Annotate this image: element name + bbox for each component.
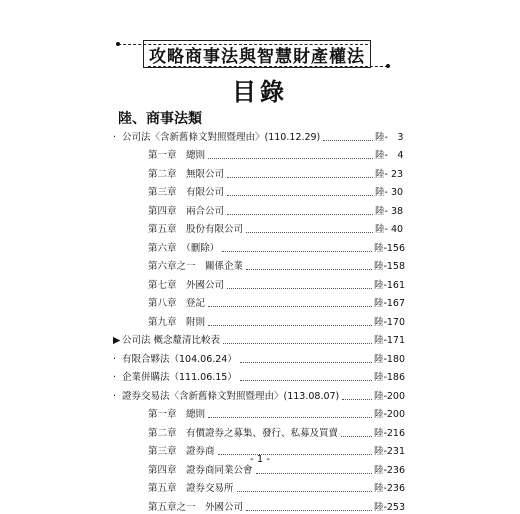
toc-entry bbox=[113, 421, 405, 440]
toc-dot-leader bbox=[240, 362, 372, 363]
toc-entry-page: 陸-216 bbox=[373, 427, 405, 439]
toc-entry-page: 陸-236 bbox=[373, 464, 405, 476]
toc-entry-label: 有限合夥法（104.06.24） bbox=[122, 353, 237, 365]
toc-entry-page: 陸-167 bbox=[373, 298, 405, 309]
toc-entry-page: 陸-171 bbox=[373, 335, 405, 346]
toc-dot-leader bbox=[208, 158, 373, 159]
toc-dot-leader bbox=[342, 399, 372, 400]
page-number: - 1 - bbox=[250, 454, 270, 465]
toc-entry-page: 陸-170 bbox=[373, 316, 405, 328]
toc-dot-leader bbox=[246, 269, 372, 270]
toc-entry-label: 證券交易法〈含新舊條文對照暨理由〉(113.08.07) bbox=[122, 390, 340, 402]
toc-entry bbox=[113, 162, 405, 181]
toc-entry bbox=[113, 125, 405, 144]
toc-dot-leader bbox=[227, 195, 373, 196]
toc-entry-label: 第四章 兩合公司 bbox=[148, 205, 225, 217]
toc-entry-page: 陸- 38 bbox=[375, 205, 404, 217]
toc-dot-leader bbox=[208, 306, 372, 307]
toc-entry-label: 第二章 無限公司 bbox=[148, 168, 225, 180]
toc-entry-label: 第七章 外國公司 bbox=[148, 279, 225, 291]
toc-dot-leader bbox=[246, 232, 373, 233]
part-title: 陸、商事法類 bbox=[118, 111, 202, 127]
toc-entry-label: 第八章 登記 bbox=[148, 298, 206, 309]
toc-dot-leader bbox=[341, 436, 372, 437]
toc-entry-page: 陸-200 bbox=[373, 409, 405, 420]
toc-dot-leader bbox=[223, 343, 372, 344]
toc-entry-page: 陸- 30 bbox=[375, 187, 404, 198]
toc-entry-label: 第五章 股份有限公司 bbox=[148, 224, 244, 235]
toc-entry-page: 陸- 40 bbox=[375, 224, 404, 235]
toc-entry-page: 陸-180 bbox=[373, 353, 405, 365]
toc-entry-label: 公司法 概念釐清比較表 bbox=[122, 335, 221, 346]
toc-entry bbox=[113, 477, 405, 496]
toc-bullet-icon: ‧ bbox=[113, 390, 117, 402]
toc-entry bbox=[113, 495, 405, 514]
toc-entry-label: 第六章之一 關係企業 bbox=[148, 261, 244, 272]
toc-entry-label: 第六章 （刪除） bbox=[148, 242, 220, 254]
toc-entry bbox=[113, 347, 405, 366]
decorative-dot-right bbox=[386, 64, 390, 68]
toc-entry-page: 陸-161 bbox=[373, 279, 405, 291]
toc-entry-page: 陸-253 bbox=[373, 501, 405, 513]
toc-dot-leader bbox=[227, 214, 373, 215]
toc-entry-page: 陸-186 bbox=[373, 372, 405, 383]
toc-entry bbox=[113, 329, 405, 348]
toc-entry-label: 第五章之一 外國公司 bbox=[148, 501, 244, 513]
toc-entry-label: 第三章 證券商 bbox=[148, 446, 215, 457]
toc-entry bbox=[113, 218, 405, 237]
toc-bullet-icon: ‧ bbox=[113, 131, 117, 143]
toc-entry-label: 企業併購法（111.06.15） bbox=[122, 372, 237, 383]
toc-entry-page: 陸- 4 bbox=[375, 150, 404, 161]
toc-entry-page: 陸- 3 bbox=[375, 131, 404, 143]
toc-entry-label: 公司法〈含新舊條文對照暨理由〉(110.12.29) bbox=[122, 131, 321, 143]
toc-bullet-icon: ‧ bbox=[113, 372, 117, 383]
toc-dot-leader bbox=[227, 288, 372, 289]
toc-dot-leader bbox=[240, 380, 372, 381]
toc-entry bbox=[113, 273, 405, 292]
toc-entry-page: 陸- 23 bbox=[375, 168, 404, 180]
toc-entry-label: 第二章 有價證券之募集、發行、私募及買賣 bbox=[148, 427, 339, 439]
toc-entry-label: 第四章 證券商同業公會 bbox=[148, 464, 253, 476]
toc-bullet-icon: ‧ bbox=[113, 353, 117, 365]
toc-entry-page: 陸-158 bbox=[373, 261, 405, 272]
toc-entry-page: 陸-200 bbox=[373, 390, 405, 402]
toc-dot-leader bbox=[256, 473, 372, 474]
toc-entry-label: 第五章 證券交易所 bbox=[148, 483, 234, 494]
toc-entry bbox=[113, 255, 405, 274]
toc-entry-page: 陸-236 bbox=[373, 483, 405, 494]
toc-entry-page: 陸-156 bbox=[373, 242, 405, 254]
toc-dot-leader bbox=[227, 177, 373, 178]
toc-entry-label: 第一章 總則 bbox=[148, 150, 206, 161]
book-title-banner bbox=[0, 0, 520, 80]
toc-dot-leader bbox=[323, 140, 373, 141]
toc-dot-leader bbox=[246, 510, 372, 511]
toc-entry bbox=[113, 292, 405, 311]
toc-entry bbox=[113, 144, 405, 163]
toc-entry bbox=[113, 310, 405, 329]
toc-entry bbox=[113, 199, 405, 218]
toc-dot-leader bbox=[222, 251, 372, 252]
toc-entry-label: 第九章 附則 bbox=[148, 316, 206, 328]
toc-entry bbox=[113, 384, 405, 403]
toc-bullet-icon: ▶ bbox=[113, 335, 121, 346]
toc-dot-leader bbox=[237, 491, 372, 492]
toc-heading: 目錄 bbox=[232, 77, 288, 106]
toc-dot-leader bbox=[208, 325, 372, 326]
toc-entry-page: 陸-231 bbox=[373, 446, 405, 457]
decorative-dot-left bbox=[116, 42, 120, 46]
book-title: 攻略商事法與智慧財產權法 bbox=[143, 40, 371, 68]
toc-entry bbox=[113, 181, 405, 200]
toc-entry bbox=[113, 403, 405, 422]
toc-dot-leader bbox=[208, 417, 372, 418]
toc-entry-label: 第三章 有限公司 bbox=[148, 187, 225, 198]
toc-entry bbox=[113, 366, 405, 385]
toc-entry-label: 第一章 總則 bbox=[148, 409, 206, 420]
toc-entry bbox=[113, 236, 405, 255]
